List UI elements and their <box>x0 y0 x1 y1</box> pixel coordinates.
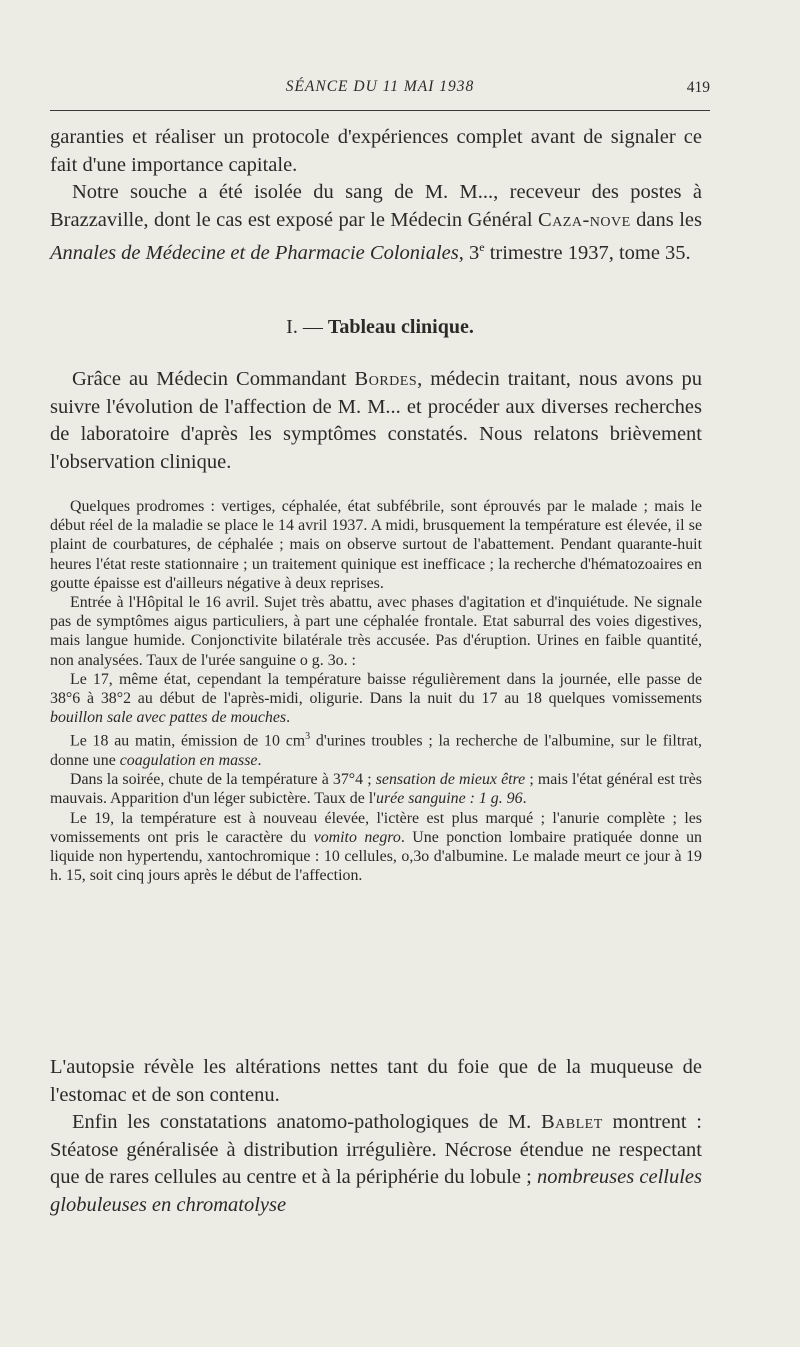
author-name-cazanove: Caza-nove <box>538 208 631 231</box>
observation-prodromes: Quelques prodromes : vertiges, céphalée, état subfébrile, sont éprouvés par le malade ; mais le début réel de la maladie se place le 14 avril 1937. A midi, brusquement la température est élevée, il se plaint de courbatures, de céphalée ; mais on observe surtout de l'abattement. Pendant quarante-huit heures l'état reste stationnaire ; un traitement quinique est inefficace ; la recherche d'hématozoaires en goutte épaisse est d'ailleurs négative à deux reprises. <box>50 498 702 592</box>
intro-block <box>50 124 702 267</box>
running-title: SÉANCE DU 11 MAI 1938 <box>285 78 475 95</box>
author-name-bordes: Bordes <box>354 368 418 390</box>
author-name-bablet: Bablet <box>541 1111 603 1133</box>
observation-block <box>50 497 702 885</box>
autopsy-paragraph: L'autopsie révèle les altérations nettes tant du foie que de la muqueuse de l'estomac et de son contenu. <box>50 1056 702 1106</box>
pathology-paragraph: Enfin les constatations anatomo-pathologiques de M. Bablet montrent : Stéatose généralisée à distribution irrégulière. Nécrose étendue ne respectant que de rares cellules au centre et à la périphérie du lobule ; nombreuses cellules globuleuses en chromatolyse <box>50 1111 702 1216</box>
observation-day-18: Le 18 au matin, émission de 10 $cm^3$ d'urines troubles ; la recherche de l'albumine, sur le filtrat, donne une coagulation en masse. <box>50 731 702 769</box>
page-number: 419 <box>686 79 710 96</box>
header-rule <box>50 110 710 111</box>
observation-day-17: Le 17, même état, cependant la température baisse régulièrement dans la journée, elle passe de 38°6 à 38°2 au début de l'après-midi, oligurie. Dans la nuit du 17 au 18 quelques vomissements bouillon sale avec pattes de mouches. <box>50 670 702 727</box>
clinic-paragraph: Grâce au Médecin Commandant Bordes, médecin traitant, nous avons pu suivre l'évolution de l'affection de M. M... et procéder aux diverses recherches de laboratoire d'après les symptômes constatés. Nous relatons brièvement l'observation clinique. <box>50 368 702 473</box>
conclusion-block <box>50 1054 702 1219</box>
intro-paragraph-source: Notre souche a été isolée du sang de M. M..., receveur des postes à Brazzaville, dont le cas est exposé par le Médecin Général Caza-nove dans les Annales de Médecine et de Pharmacie Coloniales, 3e trimestre 1937, tome 35. <box>50 181 702 264</box>
section-number: I. — <box>286 316 328 338</box>
section-heading <box>50 316 710 339</box>
journal-title: Annales de Médecine et de Pharmacie Coloniales <box>50 241 459 264</box>
observation-day-19: Le 19, la température est à nouveau élevée, l'ictère est plus marqué ; l'anurie complète ; les vomissements ont pris le caractère du vomito negro. Une ponction lombaire pratiquée donne un liquide non hypertendu, xantochromique : 10 cellules, o,3o d'albumine. Le malade meurt ce jour à 19 h. 15, soit cinq jours après le début de l'affection. <box>50 809 702 885</box>
observation-evening: Dans la soirée, chute de la température à 37°4 ; sensation de mieux être ; mais l'état général est très mauvais. Apparition d'un léger subictère. Taux de l'urée sanguine : 1 g. 96. <box>50 771 702 808</box>
intro-continuation: garanties et réaliser un protocole d'expériences complet avant de signaler ce fait d'une importance capitale. <box>50 126 702 176</box>
page-header <box>50 78 710 108</box>
observation-admission: Entrée à l'Hôpital le 16 avril. Sujet très abattu, avec phases d'agitation et d'inquiétude. Ne signale pas de symptômes aigus particuliers, à part une céphalée frontale. Etat saburral des voies digestives, mais langue humide. Conjonctivite bilatérale très accusée. Pas d'éruption. Urines en faible quantité, non analysées. Taux de l'urée sanguine o g. 3o. : <box>50 594 702 669</box>
section-title: Tableau clinique. <box>327 316 474 338</box>
